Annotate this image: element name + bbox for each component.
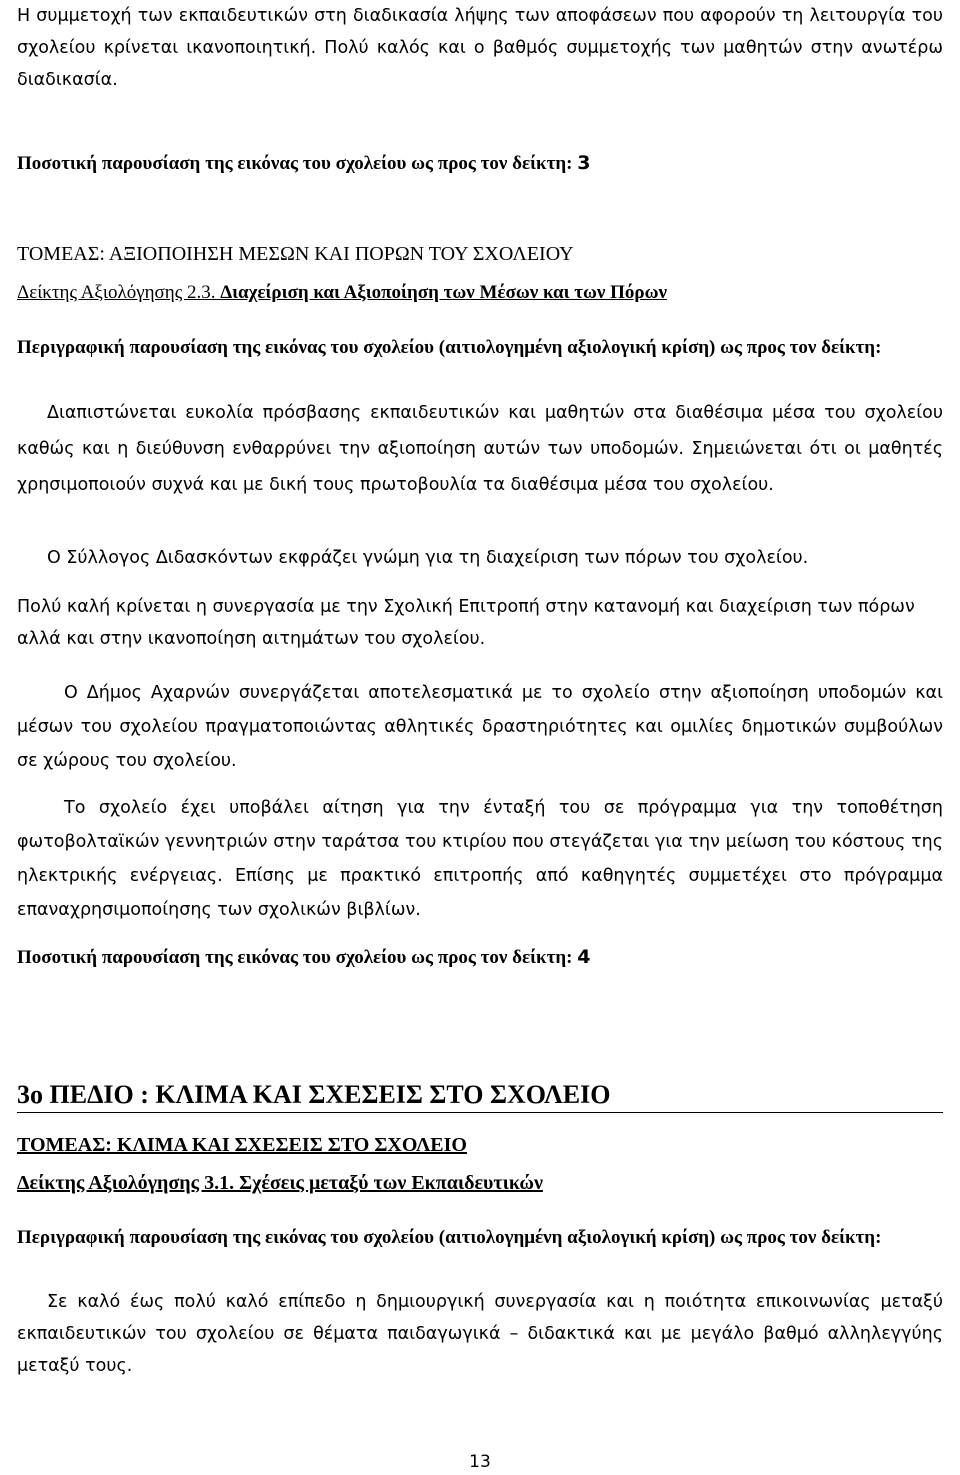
indicator-heading-2-wrap xyxy=(17,1172,943,1195)
quantitative-heading-label: Ποσοτική παρουσίαση της εικόνας του σχολείου ως προς τον δείκτη: xyxy=(17,153,573,174)
sector-heading-1: ΤΟΜΕΑΣ: ΑΞΙΟΠΟΙΗΣΗ ΜΕΣΩΝ ΚΑΙ ΠΟΡΩΝ ΤΟΥ ΣΧΟΛΕΙΟΥ xyxy=(17,243,574,265)
indicator-title: Διαχείριση και Αξιοποίηση των Μέσων και των Πόρων xyxy=(220,282,667,303)
sector-heading-2: ΤΟΜΕΑΣ: ΚΛΙΜΑ ΚΑΙ ΣΧΕΣΕΙΣ ΣΤΟ ΣΧΟΛΕΙΟ xyxy=(17,1134,467,1156)
quantitative-heading-2 xyxy=(17,946,943,969)
sector-heading-2-wrap xyxy=(17,1134,943,1157)
descriptive-heading-2: Περιγραφική παρουσίαση της εικόνας του σχολείου (αιτιολογημένη αξιολογική κρίση) ως προς τον δείκτη: xyxy=(17,1227,882,1248)
paragraph-collaboration: Σε καλό έως πολύ καλό επίπεδο η δημιουργική συνεργασία και η ποιότητα επικοινωνίας μεταξύ εκπαιδευτικών του σχολείου σε θέματα παιδαγωγικά – διδακτικά και με μεγάλο βαθμό αλληλεγγύης μεταξύ τους. xyxy=(17,1292,943,1376)
quantitative-heading-1 xyxy=(17,152,943,175)
page-number: 13 xyxy=(469,1452,491,1472)
field-heading: 3ο ΠΕΔΙΟ : ΚΛΙΜΑ ΚΑΙ ΣΧΕΣΕΙΣ ΣΤΟ ΣΧΟΛΕΙΟ xyxy=(17,1080,943,1113)
quantitative-score: 4 xyxy=(577,946,591,968)
paragraph-school-committee: Πολύ καλή κρίνεται η συνεργασία με την Σχολική Επιτροπή στην κατανομή και διαχείριση των πόρων αλλά και στην ικανοποίηση αιτημάτων του σχολείου. xyxy=(17,597,915,649)
quantitative-score: 3 xyxy=(577,152,591,174)
paragraph-photovoltaics: Το σχολείο έχει υποβάλει αίτηση για την ένταξή του σε πρόγραμμα για την τοποθέτηση φωτοβολταϊκών γεννητριών στην ταράτσα του κτιρίου που στεγάζεται για την μείωση του κόστους της ηλεκτρικής ενέργειας. Επίσης με πρακτικό επιτροπής από καθηγητές συμμετέχει στο πρόγραμμα επαναχρησιμοποίησης των σχολικών βιβλίων. xyxy=(17,798,943,920)
paragraph-municipality: Ο Δήμος Αχαρνών συνεργάζεται αποτελεσματικά με το σχολείο στην αξιοποίηση υποδομών και μέσων του σχολείου πραγματοποιώντας αθλητικές δραστηριότητες και ομιλίες δημοτικών συμβούλων σε χώρους του σχολείου. xyxy=(17,683,943,771)
intro-paragraph: Η συμμετοχή των εκπαιδευτικών στη διαδικασία λήψης των αποφάσεων που αφορούν τη λειτουργία του σχολείου κρίνεται ικανοποιητική. Πολύ καλός και ο βαθμός συμμετοχής των μαθητών στην ανωτέρω διαδικασία. xyxy=(17,6,943,90)
quantitative-heading-label: Ποσοτική παρουσίαση της εικόνας του σχολείου ως προς τον δείκτη: xyxy=(17,947,573,968)
indicator-prefix: Δείκτης Αξιολόγησης 2.3. xyxy=(17,282,216,303)
descriptive-heading-1: Περιγραφική παρουσίαση της εικόνας του σχολείου (αιτιολογημένη αξιολογική κρίση) ως προς τον δείκτη: xyxy=(17,337,882,358)
indicator-heading-1 xyxy=(17,282,943,304)
indicator-heading-2: Δείκτης Αξιολόγησης 3.1. Σχέσεις μεταξύ των Εκπαιδευτικών xyxy=(17,1172,543,1194)
paragraph-teachers-association: Ο Σύλλογος Διδασκόντων εκφράζει γνώμη για τη διαχείριση των πόρων του σχολείου. xyxy=(47,548,809,568)
paragraph-access: Διαπιστώνεται ευκολία πρόσβασης εκπαιδευτικών και μαθητών στα διαθέσιμα μέσα του σχολείου καθώς και η διεύθυνση ενθαρρύνει την αξιοποίηση αυτών των υποδομών. Σημειώνεται ότι οι μαθητές χρησιμοποιούν συχνά και με δική τους πρωτοβουλία τα διαθέσιμα μέσα του σχολείου. xyxy=(17,403,943,495)
